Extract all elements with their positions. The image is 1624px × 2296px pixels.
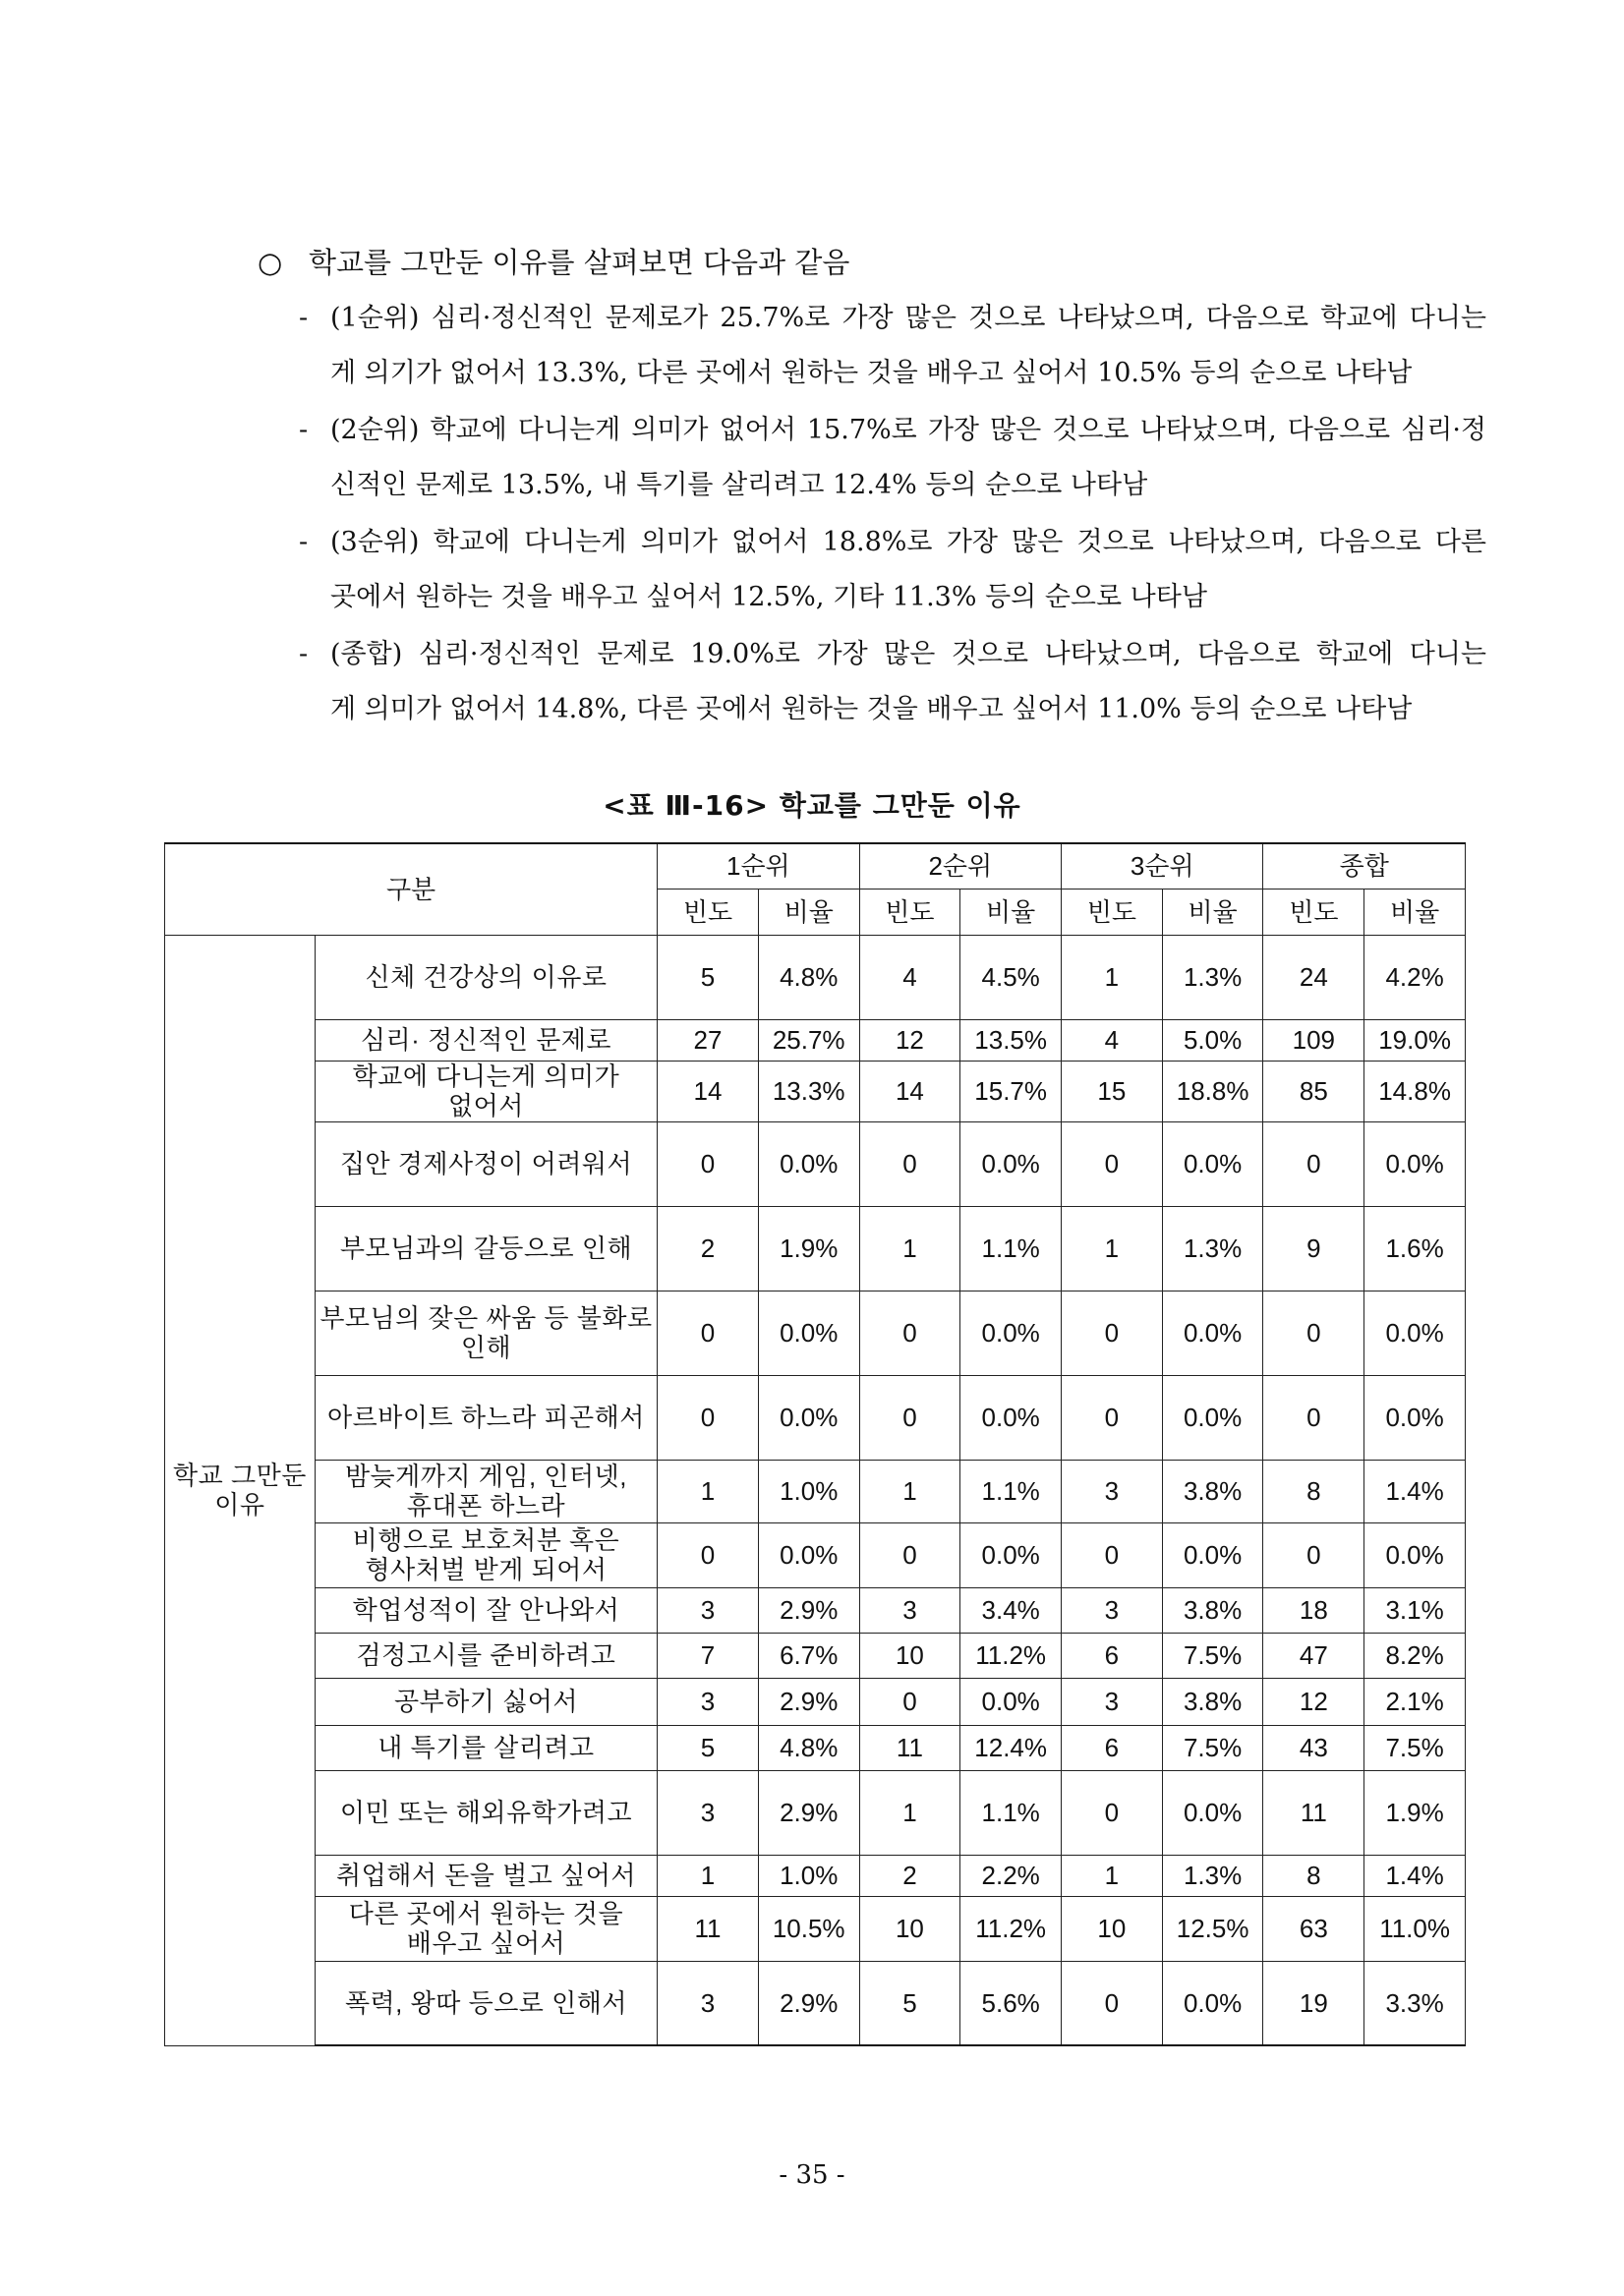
reason-cell: 밤늦게까지 게임, 인터넷, 휴대폰 하느라 [315,1460,657,1522]
ratio-cell: 3.1% [1364,1587,1466,1633]
frequency-cell: 14 [658,1061,759,1121]
reason-cell: 취업해서 돈을 벌고 싶어서 [315,1855,657,1896]
table-row [165,1061,1466,1121]
ratio-cell: 1.9% [758,1206,859,1291]
dash-bullet-icon: - [299,527,309,557]
reason-cell: 공부하기 싫어서 [315,1678,657,1725]
frequency-cell: 0 [859,1291,960,1375]
reason-cell: 비행으로 보호처분 혹은 형사처벌 받게 되어서 [315,1522,657,1587]
ratio-cell: 1.0% [758,1460,859,1522]
table-row [165,1460,1466,1522]
frequency-cell: 0 [658,1522,759,1587]
ratio-cell: 0.0% [1162,1291,1263,1375]
ratio-cell: 7.5% [1162,1725,1263,1770]
table-row [165,1896,1466,1961]
ratio-cell: 13.5% [960,1019,1062,1061]
ratio-cell: 0.0% [1162,1770,1263,1855]
ratio-cell: 0.0% [960,1522,1062,1587]
table-row [165,1770,1466,1855]
ratio-cell: 8.2% [1364,1633,1466,1678]
table-row [165,1206,1466,1291]
reason-cell: 집안 경제사정이 어려워서 [315,1121,657,1206]
frequency-cell: 0 [1263,1375,1364,1460]
ratio-cell: 0.0% [960,1121,1062,1206]
table-row [165,1961,1466,2045]
ratio-cell: 2.9% [758,1587,859,1633]
ratio-cell: 1.3% [1162,1855,1263,1896]
frequency-cell: 7 [658,1633,759,1678]
summary-bullets [258,291,1486,737]
page-number: - 35 - [779,2160,845,2190]
reason-cell: 학교에 다니는게 의미가 없어서 [315,1061,657,1121]
frequency-cell: 0 [859,1121,960,1206]
ratio-cell: 0.0% [758,1522,859,1587]
ratio-cell: 1.3% [1162,1206,1263,1291]
ratio-cell: 0.0% [960,1375,1062,1460]
reason-cell: 부모님의 잦은 싸움 등 불화로 인해 [315,1291,657,1375]
summary-bullet [299,627,1486,737]
ratio-cell: 1.4% [1364,1855,1466,1896]
frequency-cell: 15 [1062,1061,1163,1121]
ratio-cell: 1.3% [1162,935,1263,1019]
ratio-cell: 1.1% [960,1460,1062,1522]
frequency-cell: 1 [859,1460,960,1522]
frequency-cell: 0 [1062,1121,1163,1206]
table-row [165,1019,1466,1061]
ratio-cell: 1.4% [1364,1460,1466,1522]
summary-bullet-line: (1순위) 심리·정신적인 문제로가 25.7%로 가장 많은 것으로 나타났으며, 다음으로 학교에 다니는 [330,303,1486,333]
table-body [165,935,1466,2045]
reason-cell: 신체 건강상의 이유로 [315,935,657,1019]
frequency-cell: 8 [1263,1855,1364,1896]
ratio-cell: 0.0% [1364,1375,1466,1460]
ratio-cell: 1.1% [960,1206,1062,1291]
summary-lead [258,234,1486,291]
summary-bullet [299,291,1486,401]
frequency-cell: 10 [859,1896,960,1961]
header-group: 종합 [1263,843,1466,889]
frequency-cell: 3 [859,1587,960,1633]
ratio-cell: 12.5% [1162,1896,1263,1961]
frequency-cell: 11 [859,1725,960,1770]
frequency-cell: 3 [1062,1678,1163,1725]
frequency-cell: 1 [1062,1855,1163,1896]
ratio-cell: 2.9% [758,1770,859,1855]
dash-bullet-icon: - [299,303,309,333]
ratio-cell: 0.0% [1364,1121,1466,1206]
table-row [165,1725,1466,1770]
frequency-cell: 3 [658,1678,759,1725]
frequency-cell: 43 [1263,1725,1364,1770]
frequency-cell: 0 [859,1375,960,1460]
summary-bullet-line: (종합) 심리·정신적인 문제로 19.0%로 가장 많은 것으로 나타났으며, 다음으로 학교에 다니는 [330,639,1486,669]
frequency-cell: 4 [1062,1019,1163,1061]
ratio-cell: 2.2% [960,1855,1062,1896]
frequency-cell: 14 [859,1061,960,1121]
ratio-cell: 15.7% [960,1061,1062,1121]
frequency-cell: 0 [1263,1121,1364,1206]
frequency-cell: 2 [859,1855,960,1896]
ratio-cell: 10.5% [758,1896,859,1961]
table-row [165,1291,1466,1375]
frequency-cell: 12 [1263,1678,1364,1725]
ratio-cell: 3.8% [1162,1587,1263,1633]
ratio-cell: 0.0% [1162,1121,1263,1206]
summary-bullet [299,403,1486,513]
frequency-cell: 0 [1263,1522,1364,1587]
ratio-cell: 1.0% [758,1855,859,1896]
frequency-cell: 6 [1062,1725,1163,1770]
ratio-cell: 19.0% [1364,1019,1466,1061]
summary-bullet-line: (3순위) 학교에 다니는게 의미가 없어서 18.8%로 가장 많은 것으로 나타났으며, 다음으로 다른 [330,527,1486,557]
header-sub: 빈도 [658,889,759,935]
frequency-cell: 3 [1062,1587,1163,1633]
frequency-cell: 0 [658,1291,759,1375]
data-table [164,842,1466,2046]
frequency-cell: 3 [658,1961,759,2045]
ratio-cell: 0.0% [1364,1291,1466,1375]
frequency-cell: 1 [859,1770,960,1855]
frequency-cell: 1 [1062,1206,1163,1291]
summary-bullet-line: 게 의기가 없어서 13.3%, 다른 곳에서 원하는 것을 배우고 싶어서 10.5% 등의 순으로 나타남 [330,358,1413,388]
header-row-groups [165,843,1466,889]
dash-bullet-icon: - [299,639,309,669]
header-group: 1순위 [658,843,859,889]
ratio-cell: 14.8% [1364,1061,1466,1121]
header-sub: 비율 [758,889,859,935]
ratio-cell: 3.8% [1162,1460,1263,1522]
ratio-cell: 1.9% [1364,1770,1466,1855]
frequency-cell: 63 [1263,1896,1364,1961]
reason-cell: 다른 곳에서 원하는 것을 배우고 싶어서 [315,1896,657,1961]
ratio-cell: 0.0% [1364,1522,1466,1587]
ratio-cell: 4.8% [758,935,859,1019]
ratio-cell: 0.0% [758,1291,859,1375]
ratio-cell: 0.0% [960,1678,1062,1725]
row-group-label: 학교 그만둔 이유 [165,935,316,2045]
summary-section [258,234,1486,737]
frequency-cell: 1 [658,1460,759,1522]
frequency-cell: 0 [1062,1961,1163,2045]
frequency-cell: 24 [1263,935,1364,1019]
frequency-cell: 11 [1263,1770,1364,1855]
reason-cell: 내 특기를 살리려고 [315,1725,657,1770]
frequency-cell: 2 [658,1206,759,1291]
frequency-cell: 0 [1062,1522,1163,1587]
frequency-cell: 19 [1263,1961,1364,2045]
header-sub: 빈도 [1062,889,1163,935]
ratio-cell: 3.8% [1162,1678,1263,1725]
frequency-cell: 8 [1263,1460,1364,1522]
frequency-cell: 85 [1263,1061,1364,1121]
frequency-cell: 18 [1263,1587,1364,1633]
ratio-cell: 4.2% [1364,935,1466,1019]
circle-bullet-icon: ○ [258,246,283,279]
frequency-cell: 1 [1062,935,1163,1019]
header-sub: 빈도 [859,889,960,935]
ratio-cell: 2.1% [1364,1678,1466,1725]
frequency-cell: 9 [1263,1206,1364,1291]
header-group: 3순위 [1062,843,1263,889]
header-sub: 빈도 [1263,889,1364,935]
frequency-cell: 1 [859,1206,960,1291]
ratio-cell: 4.8% [758,1725,859,1770]
table-row [165,1855,1466,1896]
table-row [165,1375,1466,1460]
ratio-cell: 0.0% [758,1375,859,1460]
table-row [165,1587,1466,1633]
summary-bullet-line: (2순위) 학교에 다니는게 의미가 없어서 15.7%로 가장 많은 것으로 나타났으며, 다음으로 심리·정 [330,415,1486,445]
reason-cell: 부모님과의 갈등으로 인해 [315,1206,657,1291]
reason-cell: 학업성적이 잘 안나와서 [315,1587,657,1633]
ratio-cell: 18.8% [1162,1061,1263,1121]
ratio-cell: 0.0% [1162,1522,1263,1587]
frequency-cell: 11 [658,1896,759,1961]
header-category: 구분 [165,843,658,935]
header-sub: 비율 [1364,889,1466,935]
reason-cell: 아르바이트 하느라 피곤해서 [315,1375,657,1460]
frequency-cell: 6 [1062,1633,1163,1678]
frequency-cell: 3 [658,1770,759,1855]
frequency-cell: 0 [1263,1291,1364,1375]
table-row [165,1522,1466,1587]
ratio-cell: 5.6% [960,1961,1062,2045]
table-row [165,1121,1466,1206]
frequency-cell: 0 [1062,1291,1163,1375]
frequency-cell: 3 [1062,1460,1163,1522]
table-row [165,935,1466,1019]
frequency-cell: 5 [859,1961,960,2045]
reason-cell: 폭력, 왕따 등으로 인해서 [315,1961,657,2045]
summary-bullet [299,515,1486,625]
summary-bullet-line: 게 의미가 없어서 14.8%, 다른 곳에서 원하는 것을 배우고 싶어서 11.0% 등의 순으로 나타남 [330,694,1413,724]
frequency-cell: 10 [1062,1896,1163,1961]
ratio-cell: 0.0% [1162,1375,1263,1460]
ratio-cell: 0.0% [758,1121,859,1206]
ratio-cell: 3.4% [960,1587,1062,1633]
frequency-cell: 0 [859,1678,960,1725]
frequency-cell: 27 [658,1019,759,1061]
ratio-cell: 0.0% [1162,1961,1263,2045]
ratio-cell: 4.5% [960,935,1062,1019]
table-row [165,1633,1466,1678]
frequency-cell: 0 [859,1522,960,1587]
frequency-cell: 4 [859,935,960,1019]
dash-bullet-icon: - [299,415,309,445]
ratio-cell: 1.1% [960,1770,1062,1855]
ratio-cell: 6.7% [758,1633,859,1678]
ratio-cell: 3.3% [1364,1961,1466,2045]
frequency-cell: 5 [658,1725,759,1770]
ratio-cell: 2.9% [758,1678,859,1725]
ratio-cell: 11.2% [960,1896,1062,1961]
frequency-cell: 12 [859,1019,960,1061]
header-sub: 비율 [960,889,1062,935]
reason-cell: 이민 또는 해외유학가려고 [315,1770,657,1855]
frequency-cell: 3 [658,1587,759,1633]
frequency-cell: 47 [1263,1633,1364,1678]
frequency-cell: 5 [658,935,759,1019]
ratio-cell: 11.2% [960,1633,1062,1678]
ratio-cell: 7.5% [1162,1633,1263,1678]
ratio-cell: 2.9% [758,1961,859,2045]
ratio-cell: 11.0% [1364,1896,1466,1961]
frequency-cell: 0 [1062,1770,1163,1855]
summary-bullet-line: 신적인 문제로 13.5%, 내 특기를 살리려고 12.4% 등의 순으로 나타남 [330,470,1148,500]
reason-cell: 검정고시를 준비하려고 [315,1633,657,1678]
ratio-cell: 7.5% [1364,1725,1466,1770]
reason-cell: 심리· 정신적인 문제로 [315,1019,657,1061]
header-group: 2순위 [859,843,1061,889]
header-sub: 비율 [1162,889,1263,935]
table-row [165,1678,1466,1725]
frequency-cell: 0 [658,1375,759,1460]
frequency-cell: 10 [859,1633,960,1678]
ratio-cell: 0.0% [960,1291,1062,1375]
frequency-cell: 0 [1062,1375,1163,1460]
frequency-cell: 0 [658,1121,759,1206]
frequency-cell: 1 [658,1855,759,1896]
table-title: <표 Ⅲ-16> 학교를 그만둔 이유 [603,789,1021,822]
ratio-cell: 1.6% [1364,1206,1466,1291]
ratio-cell: 13.3% [758,1061,859,1121]
frequency-cell: 109 [1263,1019,1364,1061]
ratio-cell: 12.4% [960,1725,1062,1770]
summary-bullet-line: 곳에서 원하는 것을 배우고 싶어서 12.5%, 기타 11.3% 등의 순으로 나타남 [330,582,1207,612]
summary-lead-text: 학교를 그만둔 이유를 살펴보면 다음과 같음 [309,246,850,279]
ratio-cell: 5.0% [1162,1019,1263,1061]
ratio-cell: 25.7% [758,1019,859,1061]
